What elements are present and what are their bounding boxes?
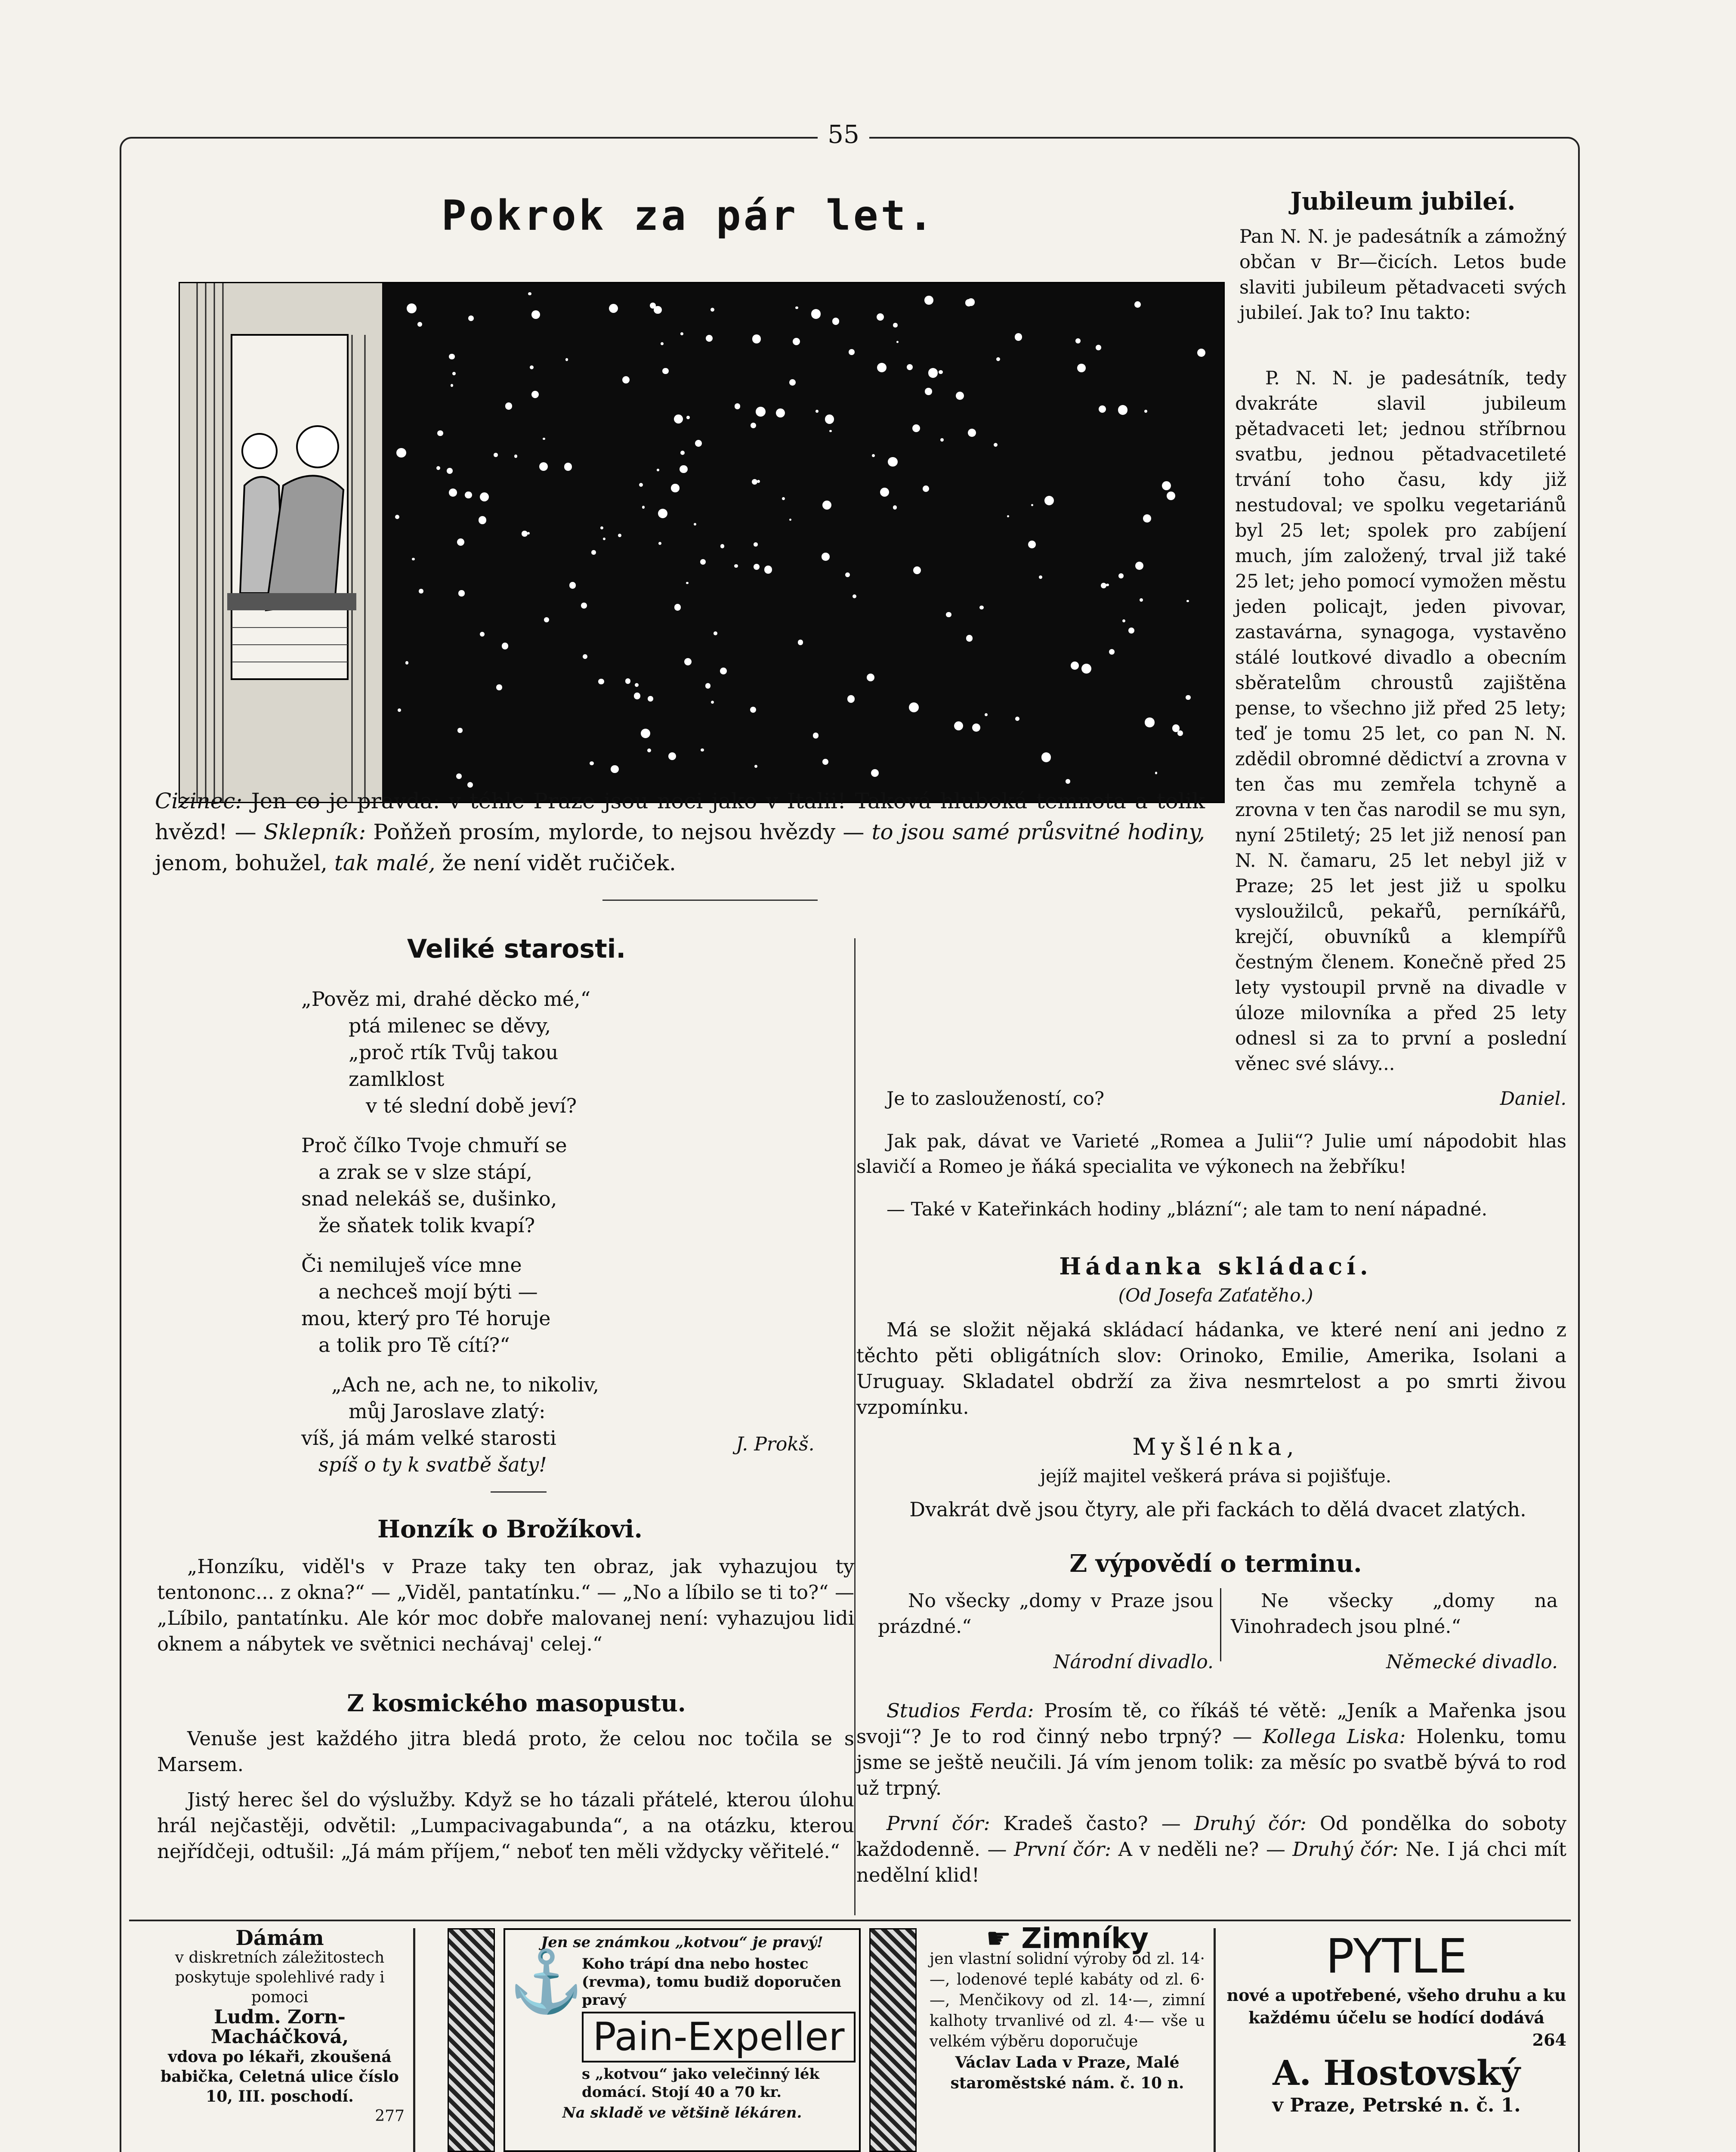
star: [480, 632, 485, 637]
cor-s2: Druhý čór:: [1194, 1812, 1307, 1835]
poem-line: že sňatek tolik kvapí?: [318, 1214, 535, 1237]
star: [569, 582, 576, 588]
window-figures-image: [180, 283, 382, 802]
star: [1096, 345, 1101, 350]
poem-line: můj Jaroslave zlatý:: [349, 1400, 546, 1423]
masopust-title: Z kosmického masopustu.: [347, 1689, 686, 1717]
star: [811, 309, 821, 318]
vypovedi-title: Z výpovědí o terminu.: [1069, 1549, 1362, 1578]
star: [710, 308, 714, 312]
star: [694, 523, 696, 526]
star: [647, 748, 651, 752]
star: [468, 315, 474, 321]
caption-text-2: Poňžeň prosím, mylorde, to nejsou hvězdy —: [373, 819, 865, 844]
star: [641, 729, 650, 738]
pytle-addr: v Praze, Petrské n. č. 1.: [1272, 2094, 1521, 2116]
star: [449, 489, 457, 497]
pytle-text: nové a upotřebené, všeho druhu a ku každému účelu se hodící dodává: [1226, 1985, 1566, 2027]
caption-speaker-sklepnik: Sklepník:: [263, 819, 366, 844]
star: [436, 466, 440, 470]
star: [494, 453, 497, 457]
jubileum-p1: Pan N. N. je padesátník a zámožný občan v Br—čicích. Letos bude slaviti jubileum pětadvaceti svých jubileí. Jak to? Inu takto:: [1239, 226, 1566, 324]
star: [1134, 301, 1141, 308]
comic-title: Pokrok za pár let.: [441, 192, 936, 240]
star: [734, 564, 738, 568]
star: [458, 590, 464, 596]
star: [789, 519, 791, 521]
star: [686, 416, 690, 419]
star: [452, 372, 456, 375]
star: [502, 643, 509, 649]
star: [598, 679, 604, 684]
star: [1015, 333, 1022, 341]
star: [686, 582, 688, 584]
ads-top-rule: [129, 1920, 1571, 1921]
star: [795, 306, 798, 309]
star: [618, 534, 621, 537]
star: [684, 658, 692, 665]
star: [754, 564, 760, 570]
star: [764, 566, 772, 573]
cor-s3: První čór:: [1014, 1838, 1112, 1861]
star: [674, 414, 683, 424]
star: [680, 465, 688, 473]
ad-divider: [413, 1928, 415, 2152]
star: [639, 483, 643, 487]
page-number: 55: [818, 120, 869, 149]
star: [853, 594, 856, 598]
studios-speaker2: Kollega Liska:: [1263, 1725, 1406, 1748]
star: [648, 696, 653, 701]
ad-divider: [1214, 1928, 1216, 2152]
star: [600, 526, 603, 529]
cor-t1: Kradeš často? —: [1003, 1812, 1181, 1835]
star: [822, 553, 829, 560]
star: [735, 403, 741, 409]
caption-text-1: Jen co je pravda: v téhle Praze jsou noci jako v Italii! Taková hluboká temnota a tolik hvězd! —: [155, 788, 1205, 844]
ad-damam-num: 277: [375, 2107, 405, 2125]
star: [825, 414, 834, 424]
myslenka-title: Myšlénka,: [1132, 1433, 1299, 1460]
jubileum-title: Jubileum jubileí.: [1290, 187, 1516, 216]
zimniky-title: [930, 1922, 1205, 1955]
star: [705, 683, 710, 688]
poem-line: snad nelekáš se, dušinko,: [301, 1187, 557, 1210]
vypovedi-left-text: No všecky „domy v Praze jsou prázdné.“: [878, 1590, 1214, 1638]
star: [754, 765, 757, 768]
ad-damam-title: Dámám: [235, 1926, 324, 1950]
caption-speaker-cizinec: Cizinec:: [155, 788, 243, 813]
star: [849, 349, 855, 355]
star: [720, 668, 727, 674]
star: [798, 640, 803, 645]
honzik-title: Honzík o Brožíkovi.: [377, 1515, 643, 1543]
star: [700, 559, 706, 565]
star: [437, 430, 443, 436]
poem-line: víš, já mám velké starosti: [301, 1426, 556, 1450]
star: [457, 728, 462, 733]
poem-line: Či nemiluješ více mne: [301, 1253, 522, 1277]
pain-bottom: Na skladě ve většině lékáren.: [562, 2104, 802, 2121]
jubileum-p3: [856, 1086, 1566, 1112]
caption-italic-1: to jsou samé průsvitné hodiny,: [871, 819, 1205, 844]
star: [531, 391, 539, 398]
star: [965, 299, 973, 306]
ad-damam-l1: v diskretních záležitostech poskytuje spolehlivé rady i pomoci: [175, 1949, 385, 2006]
masopust-text: [157, 1726, 854, 1874]
star: [662, 368, 669, 374]
poem-line: „Ach ne, ach ne, to nikoliv,: [331, 1373, 599, 1396]
star: [395, 515, 399, 519]
star: [789, 379, 796, 386]
star: [924, 296, 933, 305]
star: [776, 408, 785, 417]
star: [813, 733, 819, 738]
figures-drawing: [180, 283, 382, 802]
star: [417, 322, 422, 327]
star: [706, 335, 713, 342]
poem-line: a zrak se v slze stápí,: [318, 1160, 532, 1184]
star: [590, 761, 593, 765]
star: [822, 759, 829, 765]
star: [531, 310, 540, 319]
pain-body: [509, 1947, 856, 2017]
star: [751, 423, 756, 428]
star: [622, 376, 630, 383]
pain-l2: s „kotvou“ jako velečinný lék domácí. Stojí 40 a 70 kr.: [582, 2065, 820, 2101]
jubileum-question: Je to zasloužeností, co?: [887, 1088, 1105, 1110]
star: [674, 604, 681, 611]
star: [591, 550, 596, 555]
star: [581, 603, 587, 609]
star: [642, 506, 645, 509]
jubileum-author: Daniel.: [1500, 1088, 1566, 1110]
ad-damam-l3: vdova po lékaři, zkoušená babička, Celetná ulice číslo 10, III. poschodí.: [161, 2048, 399, 2106]
star: [793, 338, 800, 345]
pytle-num: 264: [1532, 2030, 1566, 2050]
ad-pain-expeller: [504, 1928, 861, 2152]
pointing-hand-icon: ☛: [986, 1922, 1022, 1955]
zimniky-text: jen vlastní solidní výroby od zl. 14·—, lodenové teplé kabáty od zl. 6·—, Menčikovy od zl. 14·—, zimní kalhoty trvanlivé od zl. 4·— vše u velkém výběru doporučuje: [930, 1950, 1205, 2050]
poem-line: Proč čílko Tvoje chmuří se: [301, 1134, 567, 1157]
star: [465, 492, 472, 498]
zimniky-firm: Václav Lada v Praze, Malé staroměstské nám. č. 10 n.: [950, 2053, 1184, 2092]
honzik-paragraph: „Honzíku, viděl's v Praze taky ten obraz, jak vyhazujou ty tentononc... z okna?“ — „Viděl, pantatínku.“ — „No a líbilo se ti to?“ — „Líbilo, pantatínku. Ale kór moc dobře malovanej není: vyhazujou lidi oknem a nábytek ve světnici nechávaj' celej.“: [157, 1555, 854, 1655]
myslenka-subtitle: jejíž majitel veškerá práva si pojišťuje.: [1040, 1466, 1392, 1487]
poem-line: ptá milenec se děvy,: [349, 1014, 551, 1037]
star: [528, 292, 531, 295]
poem-line: spíš o ty k svatbě šaty!: [318, 1453, 547, 1476]
vypovedi-right-author: Německé divadlo.: [1386, 1651, 1558, 1673]
star: [845, 572, 850, 577]
vypovedi-left: [878, 1588, 1214, 1675]
star: [565, 358, 568, 361]
poem-line: „Pověz mi, drahé děcko mé,“: [301, 987, 591, 1011]
star: [671, 484, 679, 492]
cor-s1: První čór:: [887, 1812, 990, 1835]
studios-paragraph: [856, 1698, 1566, 1801]
star: [829, 430, 832, 433]
pain-l1: Koho trápí dna nebo hostec (revma), tomu budiž doporučen pravý: [582, 1955, 841, 2009]
myslenka-text: Dvakrát dvě jsou čtyry, ale při fackách to dělá dvacet zlatých.: [909, 1498, 1526, 1521]
cor-s4: Druhý čór:: [1292, 1838, 1399, 1861]
star: [680, 451, 685, 455]
star: [457, 538, 464, 546]
star: [896, 341, 899, 343]
star: [539, 462, 548, 471]
star: [496, 684, 502, 690]
star: [396, 448, 406, 458]
star: [720, 544, 725, 548]
ad-zimniky: [930, 1922, 1205, 2152]
star: [711, 701, 714, 704]
star: [754, 542, 757, 546]
star: [658, 542, 661, 545]
studios-t2: Holenku, tomu jsme se ještě neučili. Já vím jenom tolik: za měsíc po svatbě bývá to rod už trpný.: [856, 1725, 1566, 1800]
poem-line: a tolik pro Tě cítí?“: [318, 1333, 510, 1357]
jubileum-section: [1239, 187, 1566, 326]
poem-line: „proč rtík Tvůj takou zamlklost: [349, 1041, 559, 1091]
star: [701, 748, 704, 752]
ad-damam: [155, 1928, 405, 2152]
hadanka-paragraph: Má se složit nějaká skládací hádanka, ve které není ani jedno z těchto pěti obligátních slov: Orinoko, Emilie, Amerika, Isolani a Uruguay. Skladatel obdrží za živa nesmrtelost a po smrti živou vzpomínku.: [856, 1318, 1566, 1419]
divider: [602, 900, 818, 901]
studios-speaker1: Studios Ferda:: [887, 1699, 1034, 1722]
star: [405, 661, 408, 664]
romeo-text: Jak pak, dávat ve Varieté „Romea a Julii“? Julie umí nápodobit hlas slavičí a Romeo je ňáká specialita ve výkonech na žebříku!: [856, 1131, 1566, 1178]
star: [1075, 338, 1081, 343]
star: [544, 617, 549, 622]
star: [451, 384, 453, 386]
poem-line: a nechceš mojí býti —: [318, 1280, 538, 1303]
divider: [491, 1491, 547, 1493]
star: [505, 402, 513, 410]
star: [657, 469, 659, 471]
vypovedi-right: [1231, 1588, 1558, 1675]
star: [407, 303, 417, 313]
star: [752, 334, 761, 343]
star: [996, 357, 1000, 361]
star: [668, 752, 676, 760]
ornament-left: [448, 1928, 495, 2152]
hadanka-text: [856, 1317, 1566, 1430]
ornament-right: [869, 1928, 917, 2152]
star: [611, 765, 618, 773]
star: [756, 407, 766, 417]
star: [514, 455, 518, 458]
pytle-title: PYTLE: [1325, 1929, 1467, 1984]
star: [564, 463, 572, 471]
star: [893, 323, 898, 328]
zimniky-title-text: Zimníky: [1021, 1922, 1149, 1955]
star: [635, 683, 639, 687]
star: [822, 501, 831, 510]
star: [625, 678, 630, 683]
star: [398, 708, 401, 712]
ad-damam-l2: Ludm. Zorn-Macháčková,: [210, 2006, 349, 2048]
jubileum-body: [856, 366, 1566, 1232]
caption-text-4: že není vidět ručiček.: [442, 850, 676, 875]
star: [658, 509, 667, 518]
star: [480, 492, 489, 501]
star: [847, 695, 855, 703]
star: [1197, 349, 1205, 357]
pain-brand: Pain-Expeller: [582, 2012, 856, 2062]
star: [412, 558, 414, 560]
star: [654, 306, 661, 314]
star: [661, 342, 664, 345]
advertisements: [155, 1922, 1566, 2152]
star: [695, 440, 702, 447]
star: [479, 516, 486, 524]
honzik-text: [157, 1554, 854, 1667]
star: [543, 438, 545, 440]
masopust-p2: Jistý herec šel do výslužby. Když se ho tázali přátelé, kterou úlohu hrál nejčastěji, odvětil: „Lumpacivagabunda“, a na otázku, kterou nejřídčeji, odtušil: „Já mám příjem,“ neboť ten měli vždycky věřitelé.“: [157, 1788, 854, 1863]
poem-author: J. Prokš.: [736, 1433, 815, 1455]
star: [680, 332, 683, 335]
star: [757, 480, 760, 483]
studios-text: [856, 1698, 1566, 1898]
star: [750, 707, 756, 713]
studios-t1: Prosím tě, co říkáš té větě: „Jeník a Mařenka jsou svoji“? Je to rod činný nebo trpný? —: [856, 1699, 1566, 1748]
star: [447, 468, 453, 474]
cor-t2: Od pondělka do soboty každodenně. —: [856, 1812, 1566, 1861]
cor-paragraph: [856, 1811, 1566, 1888]
cor-t3: A v neděli ne? —: [1118, 1838, 1285, 1861]
velike-starosti-title: Veliké starosti.: [407, 934, 626, 964]
star: [877, 313, 884, 321]
column-rule: [854, 938, 856, 1915]
jubileum-p2: P. N. N. je padesátník, tedy dvakráte slavil jubileum pětadvaceti let; jednou stříbrnou svatbu, jednou pětadvacetileté trvání toho času, kdy již nestudoval; ve spolku vegetariánů byl 25 let; spolek pro zabíjení much, jím založený, trval již také 25 let; jeho pomocí vymožen městu jeden policajt, jeden pivovar, zastavárna, synagoga, vystavěno stálé loutkové divadlo a obecním sběratelům chroustů zajištěna pense, to všechno již před 25 lety; teď je tomu 25 let, co pan N. N. zdědil obromné dědictví a zrovna v ten čas mu zemřela tchyně a zrovna v ten čas narodil se mu syn, nyní 25tiletý; 25 let již nenosí pan N. N. čamaru, 25 let nebyl již v Praze; 25 let jest již u spolku vysloužilců, pekařů, perníkářů, krejčí, obuvníků a klempířů čestným členem. Konečně před 25 lety vystoupil prvně na divadle v úloze milovníka a před 25 lety odnesl si za to první a poslední věnec své slávy...: [1235, 368, 1566, 1075]
star: [714, 631, 717, 635]
star: [583, 654, 587, 659]
vypovedi-right-text: Ne všecky „domy na Vinohradech jsou plné.“: [1231, 1590, 1558, 1638]
star: [609, 304, 618, 313]
star: [522, 531, 527, 536]
pytle-firm: A. Hostovský: [1273, 2053, 1520, 2093]
ad-pytle: [1226, 1928, 1566, 2152]
poem-line: mou, který pro Té horuje: [301, 1307, 551, 1330]
star: [815, 410, 819, 413]
vypovedi-left-author: Národní divadlo.: [1053, 1651, 1214, 1673]
hodiny-text: — Také v Kateřinkách hodiny „blázní“; ale tam to není nápadné.: [887, 1199, 1488, 1220]
star: [419, 589, 423, 593]
velike-starosti-poem: [301, 986, 646, 1478]
hadanka-title: Hádanka skládací.: [1059, 1252, 1372, 1280]
hadanka-subtitle: (Od Josefa Zaťatěho.): [1118, 1285, 1313, 1306]
star: [530, 365, 534, 369]
star: [634, 693, 640, 699]
star: [782, 497, 785, 500]
caption-italic-2: tak malé,: [334, 850, 436, 875]
caption-text-3: jenom, bohužel,: [155, 850, 327, 875]
star: [449, 354, 455, 360]
star: [752, 479, 757, 485]
cor-t4: Ne. I já chci mít nedělní klid!: [856, 1838, 1567, 1886]
vypovedi-divider: [1220, 1588, 1221, 1661]
poem-line: v té slední době jeví?: [366, 1094, 577, 1117]
star: [456, 773, 462, 779]
anchor-icon: ⚓: [509, 1947, 584, 2017]
pain-top: Jen se známkou „kotvou“ je pravý!: [541, 1934, 823, 1951]
masopust-p1: Venuše jest každého jitra bledá proto, že celou noc točila se s Marsem.: [157, 1727, 854, 1776]
star: [603, 538, 605, 540]
star: [832, 318, 839, 325]
